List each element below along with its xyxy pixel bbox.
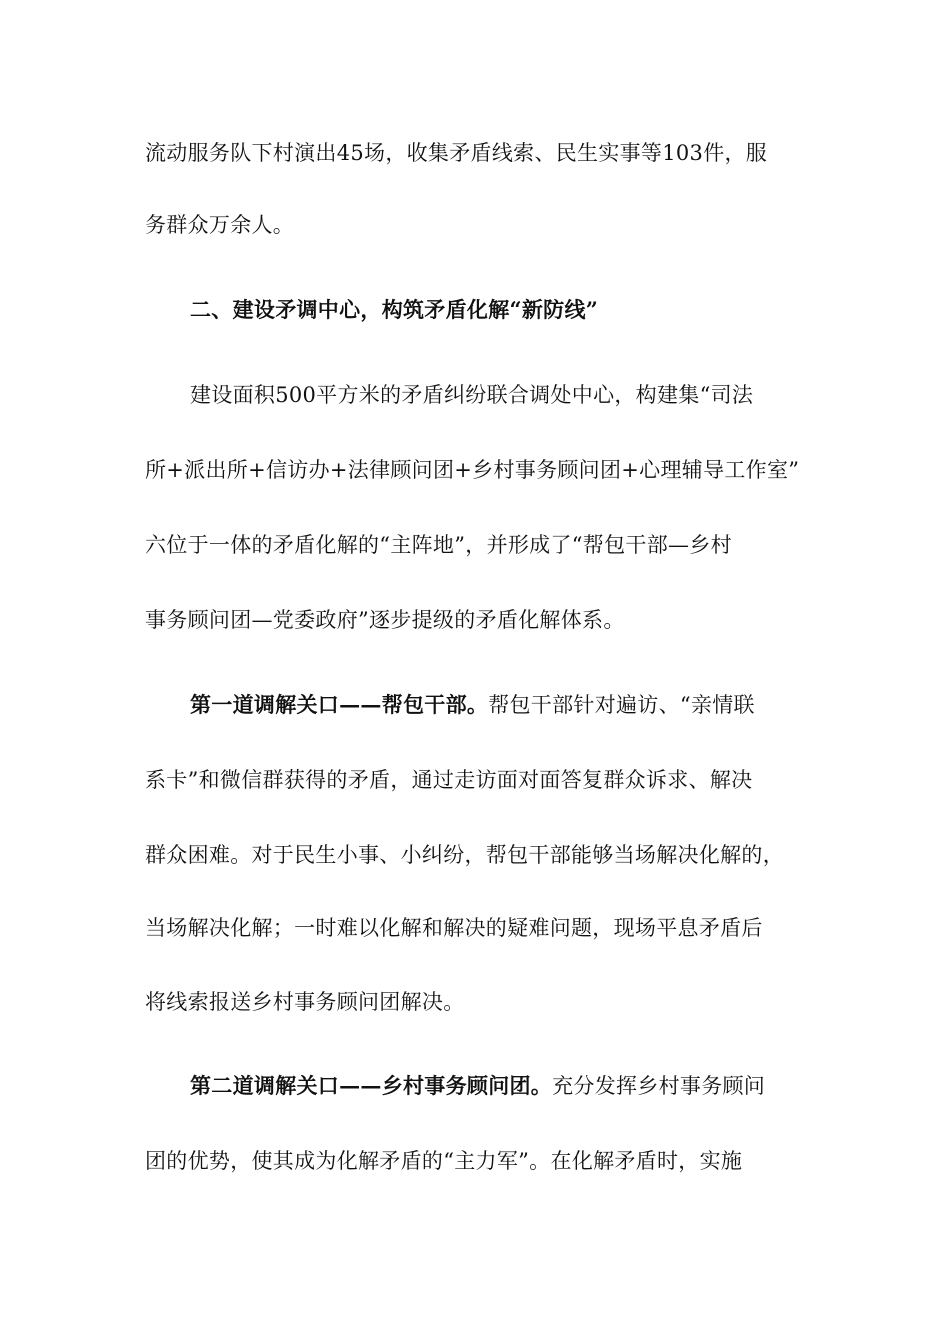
paragraph-line: 六位于一体的矛盾化解的“主阵地”，并形成了“帮包干部—乡村 — [145, 533, 732, 557]
inline-heading: 第二道调解关口——乡村事务顾问团。 — [190, 1073, 553, 1098]
paragraph-line: 事务顾问团—党委政府”逐步提级的矛盾化解体系。 — [145, 608, 625, 632]
inline-text: 充分发挥乡村事务顾问 — [552, 1074, 766, 1098]
paragraph-line: 团的优势，使其成为化解矛盾的“主力军”。在化解矛盾时，实施 — [145, 1149, 743, 1173]
paragraph-line: 务群众万余人。 — [145, 213, 295, 237]
section-heading: 二、建设矛调中心，构筑矛盾化解“新防线” — [190, 297, 599, 322]
paragraph-line: 将线索报送乡村事务顾问团解决。 — [145, 990, 465, 1014]
paragraph-line — [190, 690, 805, 720]
paragraph-line: 群众困难。对于民生小事、小纠纷，帮包干部能够当场解决化解的， — [145, 843, 784, 867]
paragraph-line: 所+派出所+信访办+法律顾问团+乡村事务顾问团+心理辅导工作室” — [145, 458, 800, 482]
inline-text: 帮包干部针对遍访、“亲情联 — [488, 693, 755, 717]
paragraph-line: 当场解决化解；一时难以化解和解决的疑难问题，现场平息矛盾后 — [145, 916, 763, 940]
paragraph-line: 系卡”和微信群获得的矛盾，通过走访面对面答复群众诉求、解决 — [145, 768, 753, 792]
inline-heading: 第一道调解关口——帮包干部。 — [190, 692, 489, 717]
paragraph-line: 流动服务队下村演出45场，收集矛盾线索、民生实事等103件，服 — [145, 141, 768, 165]
paragraph-line — [190, 1071, 805, 1101]
paragraph-line: 建设面积500平方米的矛盾纠纷联合调处中心，构建集“司法 — [190, 383, 754, 407]
